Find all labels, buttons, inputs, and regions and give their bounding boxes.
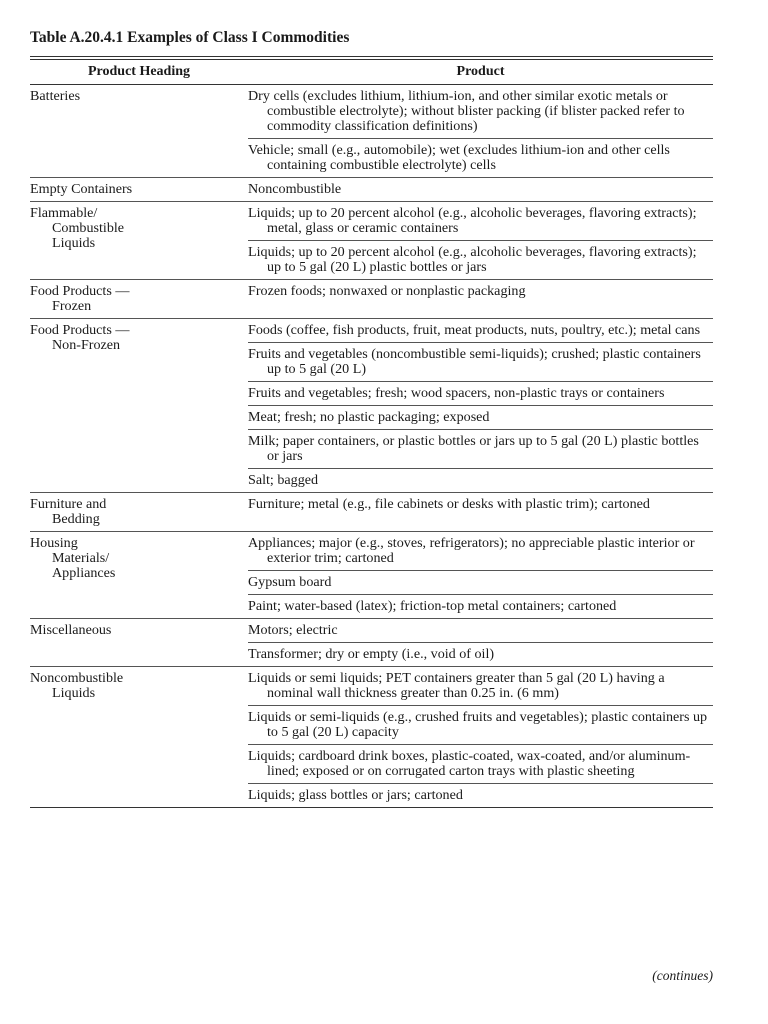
table-header-row [30,60,713,85]
product-heading-cell: Empty Containers [30,178,248,202]
product-cell [248,643,713,667]
product-cell [248,178,713,202]
product-heading-cell: Food Products — Frozen [30,280,248,319]
product-cell [248,280,713,319]
product-text: Liquids; up to 20 percent alcohol (e.g., alcoholic beverages, flavoring extracts); metal, glass or ceramic containers [248,205,697,236]
table-row [30,667,713,706]
table-row [30,85,713,139]
product-heading-cell: Miscellaneous [30,619,248,667]
product-text: Transformer; dry or empty (i.e., void of oil) [248,646,495,662]
product-cell [248,382,713,406]
product-text: Fruits and vegetables; fresh; wood spacers, non-plastic trays or containers [248,385,665,401]
product-cell [248,667,713,706]
table-row [30,178,713,202]
product-cell [248,619,713,643]
table-row [30,532,713,571]
product-cell [248,406,713,430]
product-cell [248,706,713,745]
product-text: Foods (coffee, fish products, fruit, meat products, nuts, poultry, etc.); metal cans [248,322,701,338]
product-cell [248,430,713,469]
table-row [30,493,713,532]
product-text: Vehicle; small (e.g., automobile); wet (excludes lithium-ion and other cells containing combustible electrolyte) cells [248,142,670,173]
product-cell [248,343,713,382]
product-cell [248,745,713,784]
product-cell [248,469,713,493]
product-text: Milk; paper containers, or plastic bottles or jars up to 5 gal (20 L) plastic bottles or jars [248,433,699,464]
table-row [30,619,713,643]
product-text: Frozen foods; nonwaxed or nonplastic packaging [248,283,526,299]
product-cell [248,595,713,619]
product-text: Salt; bagged [248,472,319,488]
product-text: Liquids; up to 20 percent alcohol (e.g., alcoholic beverages, flavoring extracts); up to 5 gal (20 L) plastic bottles or jars [248,244,697,275]
table-body [30,85,713,808]
product-heading-cell: Food Products — Non-Frozen [30,319,248,493]
document-page [30,28,713,808]
product-text: Liquids; cardboard drink boxes, plastic-coated, wax-coated, and/or aluminum-lined; exposed or on corrugated carton trays with plastic sheeting [248,748,691,779]
continues-note: (continues) [652,968,713,983]
product-text: Liquids or semi-liquids (e.g., crushed fruits and vegetables); plastic containers up to 5 gal (20 L) capacity [248,709,708,740]
product-text: Dry cells (excludes lithium, lithium-ion, and other similar exotic metals or combustible electrolyte); without blister packing (if blister packed refer to commodity classification definitions) [248,88,685,134]
product-cell [248,784,713,808]
product-heading-cell: Housing Materials/ Appliances [30,532,248,619]
product-text: Appliances; major (e.g., stoves, refrigerators); no appreciable plastic interior or exterior trim; cartoned [248,535,695,566]
table-row [30,280,713,319]
product-cell [248,571,713,595]
product-text: Gypsum board [248,574,332,590]
table-title: Table A.20.4.1 Examples of Class I Commodities [30,29,350,46]
product-cell [248,202,713,241]
product-text: Liquids or semi liquids; PET containers greater than 5 gal (20 L) having a nominal wall thickness greater than 0.25 in. (6 mm) [248,670,665,701]
product-text: Liquids; glass bottles or jars; cartoned [248,787,463,803]
header-product-heading: Product Heading [30,60,248,85]
product-cell [248,319,713,343]
product-text: Noncombustible [248,181,342,197]
product-text: Paint; water-based (latex); friction-top metal containers; cartoned [248,598,617,614]
table-row [30,202,713,241]
product-heading-cell: Flammable/ Combustible Liquids [30,202,248,280]
table-bottom-rule [30,807,713,808]
product-cell [248,139,713,178]
product-heading-cell: Noncombustible Liquids [30,667,248,808]
product-text: Meat; fresh; no plastic packaging; exposed [248,409,490,425]
product-text: Furniture; metal (e.g., file cabinets or desks with plastic trim); cartoned [248,496,650,512]
product-cell [248,493,713,532]
product-text: Motors; electric [248,622,338,638]
product-heading-cell: Batteries [30,88,81,104]
table-row [30,319,713,343]
product-cell [248,241,713,280]
product-heading-cell: Furniture and Bedding [30,493,248,532]
header-product: Product [248,60,713,85]
commodities-table [30,60,713,807]
product-cell [248,532,713,571]
product-cell [248,85,713,139]
product-text: Fruits and vegetables (noncombustible semi-liquids); crushed; plastic containers up to 5 gal (20 L) [248,346,701,377]
